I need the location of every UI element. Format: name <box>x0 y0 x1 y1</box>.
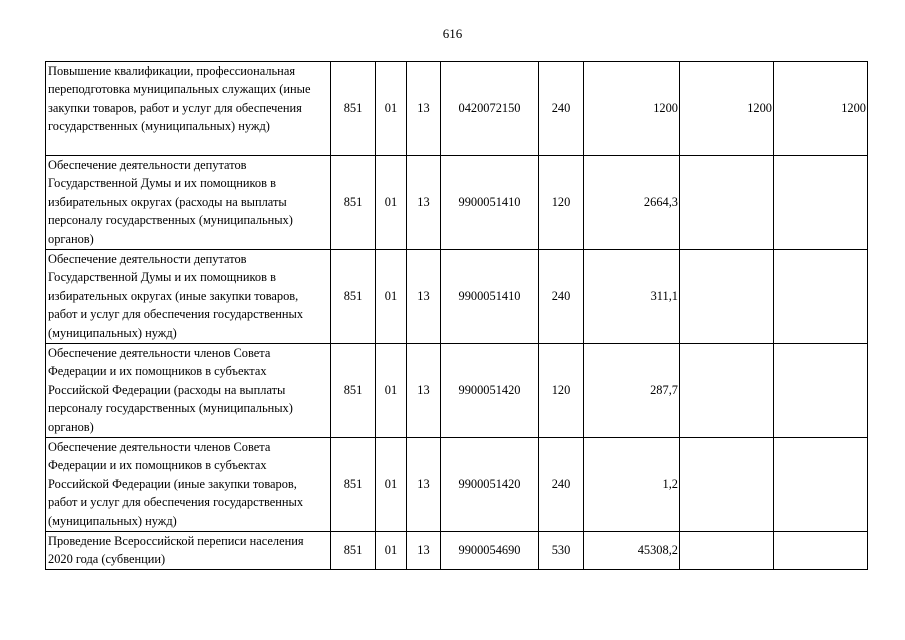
row-csr: 9900054690 <box>441 532 539 570</box>
row-name: Обеспечение деятельности членов Совета Федерации и их помощников в субъектах Российской Федерации (иные закупки товаров, работ и услуг для обеспечения государственных (муниципальных) нужд) <box>46 438 331 532</box>
row-sum-1: 1200 <box>584 62 680 156</box>
row-pr: 13 <box>407 156 441 250</box>
row-name: Обеспечение деятельности членов Совета Федерации и их помощников в субъектах Российской Федерации (расходы на выплаты персоналу государственных (муниципальных) органов) <box>46 344 331 438</box>
row-name: Обеспечение деятельности депутатов Государственной Думы и их помощников в избирательных округах (расходы на выплаты персоналу государственных (муниципальных) органов) <box>46 156 331 250</box>
row-ved: 851 <box>331 250 376 344</box>
row-sum-3 <box>774 156 868 250</box>
row-name: Повышение квалификации, профессиональная переподготовка муниципальных служащих (иные закупки товаров, работ и услуг для обеспечения государственных (муниципальных) нужд) <box>46 62 331 156</box>
row-name: Проведение Всероссийской переписи населения 2020 года (субвенции) <box>46 532 331 570</box>
table-row <box>46 156 868 250</box>
budget-table <box>45 61 868 570</box>
row-csr: 9900051420 <box>441 344 539 438</box>
row-sum-3 <box>774 532 868 570</box>
row-ved: 851 <box>331 532 376 570</box>
table-row <box>46 62 868 156</box>
row-sum-3 <box>774 250 868 344</box>
row-rz: 01 <box>376 156 407 250</box>
row-ved: 851 <box>331 438 376 532</box>
row-sum-1: 1,2 <box>584 438 680 532</box>
row-sum-3 <box>774 344 868 438</box>
row-rz: 01 <box>376 344 407 438</box>
table-row <box>46 250 868 344</box>
row-sum-1: 287,7 <box>584 344 680 438</box>
row-sum-3: 1200 <box>774 62 868 156</box>
row-vr: 240 <box>539 250 584 344</box>
row-sum-1: 45308,2 <box>584 532 680 570</box>
row-vr: 530 <box>539 532 584 570</box>
row-pr: 13 <box>407 344 441 438</box>
row-csr: 9900051420 <box>441 438 539 532</box>
row-csr: 0420072150 <box>441 62 539 156</box>
row-vr: 240 <box>539 438 584 532</box>
row-vr: 120 <box>539 344 584 438</box>
row-pr: 13 <box>407 62 441 156</box>
page-number: 616 <box>442 26 463 41</box>
row-sum-2 <box>680 156 774 250</box>
row-rz: 01 <box>376 250 407 344</box>
row-sum-1: 2664,3 <box>584 156 680 250</box>
row-name: Обеспечение деятельности депутатов Государственной Думы и их помощников в избирательных округах (иные закупки товаров, работ и услуг для обеспечения государственных (муниципальных) нужд) <box>46 250 331 344</box>
table-row <box>46 344 868 438</box>
row-vr: 120 <box>539 156 584 250</box>
row-csr: 9900051410 <box>441 250 539 344</box>
row-rz: 01 <box>376 62 407 156</box>
row-sum-2 <box>680 438 774 532</box>
row-rz: 01 <box>376 438 407 532</box>
row-sum-2 <box>680 532 774 570</box>
row-ved: 851 <box>331 344 376 438</box>
row-pr: 13 <box>407 532 441 570</box>
row-ved: 851 <box>331 156 376 250</box>
row-csr: 9900051410 <box>441 156 539 250</box>
row-sum-1: 311,1 <box>584 250 680 344</box>
row-sum-2 <box>680 250 774 344</box>
row-rz: 01 <box>376 532 407 570</box>
row-vr: 240 <box>539 62 584 156</box>
row-ved: 851 <box>331 62 376 156</box>
row-sum-3 <box>774 438 868 532</box>
row-pr: 13 <box>407 250 441 344</box>
row-sum-2: 1200 <box>680 62 774 156</box>
row-pr: 13 <box>407 438 441 532</box>
table-row <box>46 532 868 570</box>
row-sum-2 <box>680 344 774 438</box>
table-row <box>46 438 868 532</box>
